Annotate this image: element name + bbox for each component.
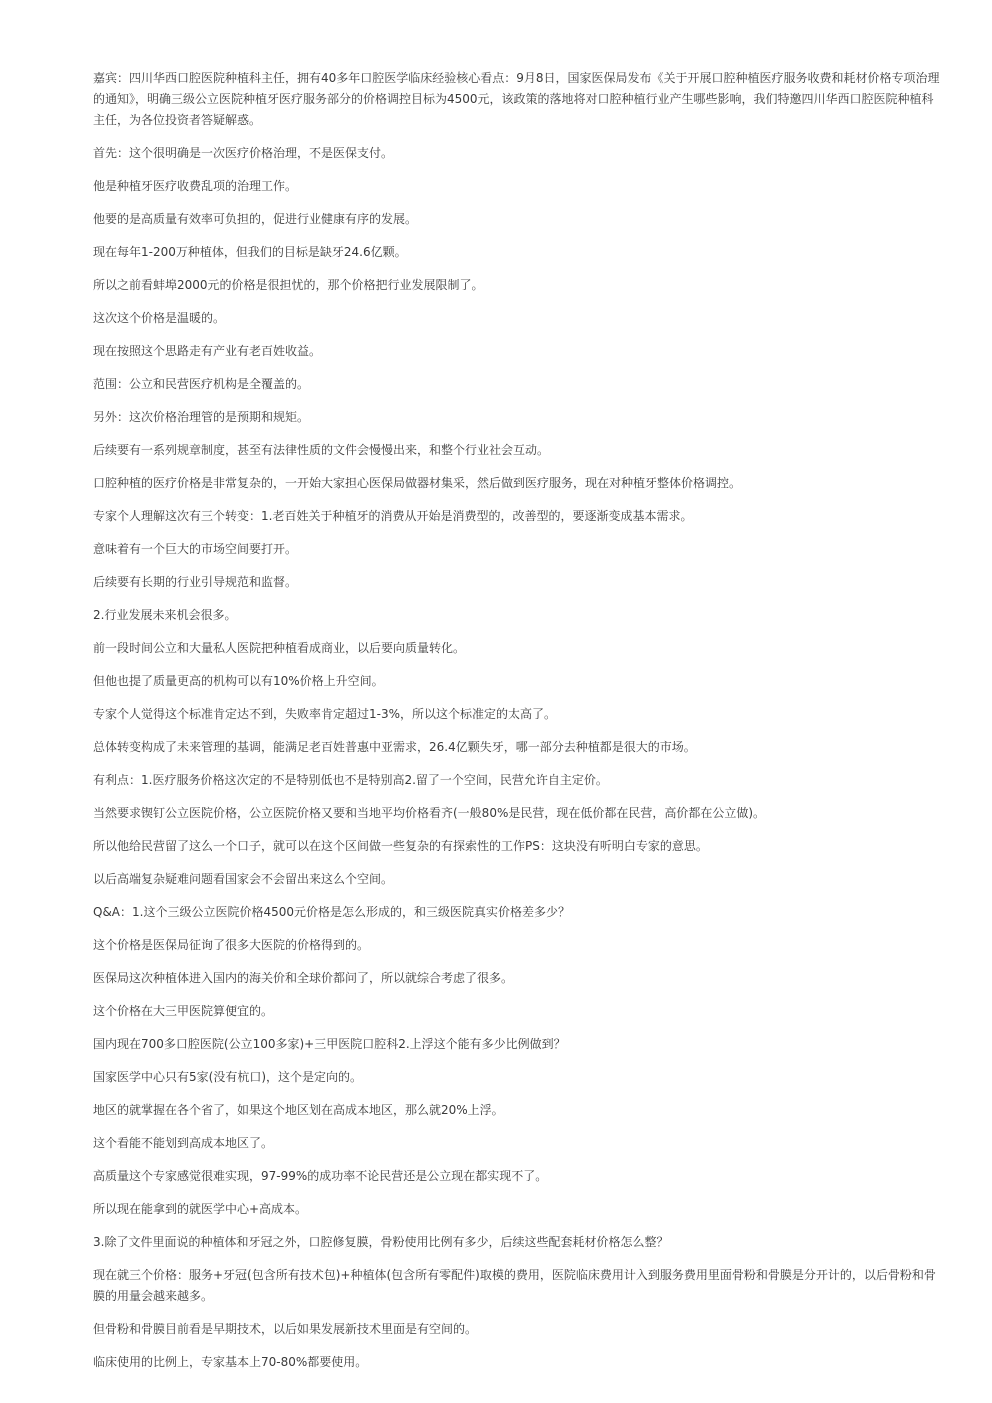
paragraph: 以后高端复杂疑难问题看国家会不会留出来这么个空间。 <box>93 872 394 886</box>
paragraph: 专家个人觉得这个标准肯定达不到，失败率肯定超过1-3%，所以这个标准定的太高了。 <box>93 707 557 721</box>
paragraph: 国内现在700多口腔医院(公立100多家)+三甲医院口腔科2.上浮这个能有多少比例做到？ <box>93 1037 566 1051</box>
paragraph: 这个看能不能划到高成本地区了。 <box>93 1136 274 1150</box>
paragraph: 总体转变构成了未来管理的基调，能满足老百姓普惠中亚需求，26.4亿颗失牙，哪一部分去种植都是很大的市场。 <box>93 740 696 754</box>
paragraph: 所以之前看蚌埠2000元的价格是很担忧的，那个价格把行业发展限制了。 <box>93 278 484 292</box>
paragraph: 前一段时间公立和大量私人医院把种植看成商业，以后要向质量转化。 <box>93 641 466 655</box>
paragraph: 这次这个价格是温暖的。 <box>93 311 226 325</box>
paragraph: 首先：这个很明确是一次医疗价格治理，不是医保支付。 <box>93 146 394 160</box>
paragraph: 他要的是高质量有效率可负担的，促进行业健康有序的发展。 <box>93 212 418 226</box>
paragraph: 现在按照这个思路走有产业有老百姓收益。 <box>93 344 322 358</box>
paragraph: 嘉宾：四川华西口腔医院种植科主任，拥有40多年口腔医学临床经验核心看点：9月8日，国家医保局发布《关于开展口腔种植医疗服务收费和耗材价格专项治理的通知》，明确三级公立医院种植牙医疗服务部分的价格调控目标为4500元，该政策的落地将对口腔种植行业产生哪些影响，我们特邀四川华西口腔医院种植科主任，为各位投资者答疑解惑。 <box>93 71 940 127</box>
paragraph: 现在就三个价格：服务+牙冠(包含所有技术包)+种植体(包含所有零配件)取模的费用，医院临床费用计入到服务费用里面骨粉和骨膜是分开计的，以后骨粉和骨膜的用量会越来越多。 <box>93 1268 936 1303</box>
paragraph: 他是种植牙医疗收费乱项的治理工作。 <box>93 179 298 193</box>
paragraph: 高质量这个专家感觉很难实现，97-99%的成功率不论民营还是公立现在都实现不了。 <box>93 1169 548 1183</box>
paragraph: 意味着有一个巨大的市场空间要打开。 <box>93 542 298 556</box>
paragraph: 另外：这次价格治理管的是预期和规矩。 <box>93 410 310 424</box>
paragraph: 国家医学中心只有5家(没有杭口)，这个是定向的。 <box>93 1070 362 1084</box>
paragraph: 有利点：1.医疗服务价格这次定的不是特别低也不是特别高2.留了一个空间，民营允许自主定价。 <box>93 773 608 787</box>
paragraph: 所以现在能拿到的就医学中心+高成本。 <box>93 1202 308 1216</box>
paragraph: 专家个人理解这次有三个转变：1.老百姓关于种植牙的消费从开始是消费型的，改善型的，要逐渐变成基本需求。 <box>93 509 693 523</box>
paragraph: 当然要求锲钉公立医院价格，公立医院价格又要和当地平均价格看齐(一般80%是民营，现在低价都在民营，高价都在公立做)。 <box>93 806 766 820</box>
paragraph: 这个价格是医保局征询了很多大医院的价格得到的。 <box>93 938 370 952</box>
paragraph: 地区的就掌握在各个省了，如果这个地区划在高成本地区，那么就20%上浮。 <box>93 1103 504 1117</box>
paragraph: 临床使用的比例上，专家基本上70-80%都要使用。 <box>93 1355 368 1369</box>
paragraph: 但他也提了质量更高的机构可以有10%价格上升空间。 <box>93 674 384 688</box>
paragraph: 所以他给民营留了这么一个口子，就可以在这个区间做一些复杂的有探索性的工作PS：这块没有听明白专家的意思。 <box>93 839 708 853</box>
paragraph: 范围：公立和民营医疗机构是全覆盖的。 <box>93 377 310 391</box>
paragraph: 医保局这次种植体进入国内的海关价和全球价都问了，所以就综合考虑了很多。 <box>93 971 514 985</box>
paragraph: 后续要有一系列规章制度，甚至有法律性质的文件会慢慢出来，和整个行业社会互动。 <box>93 443 550 457</box>
paragraph: 口腔种植的医疗价格是非常复杂的，一开始大家担心医保局做器材集采，然后做到医疗服务，现在对种植牙整体价格调控。 <box>93 476 742 490</box>
paragraph: 但骨粉和骨膜目前看是早期技术，以后如果发展新技术里面是有空间的。 <box>93 1322 478 1336</box>
paragraph: 这个价格在大三甲医院算便宜的。 <box>93 1004 274 1018</box>
paragraph: 2.行业发展未来机会很多。 <box>93 608 237 622</box>
paragraph: 3.除了文件里面说的种植体和牙冠之外，口腔修复膜，骨粉使用比例有多少，后续这些配套耗材价格怎么整？ <box>93 1235 669 1249</box>
document-body <box>93 68 941 1385</box>
paragraph: Q&A：1.这个三级公立医院价格4500元价格是怎么形成的，和三级医院真实价格差多少？ <box>93 905 571 919</box>
paragraph: 现在每年1-200万种植体，但我们的目标是缺牙24.6亿颗。 <box>93 245 407 259</box>
paragraph: 后续要有长期的行业引导规范和监督。 <box>93 575 298 589</box>
